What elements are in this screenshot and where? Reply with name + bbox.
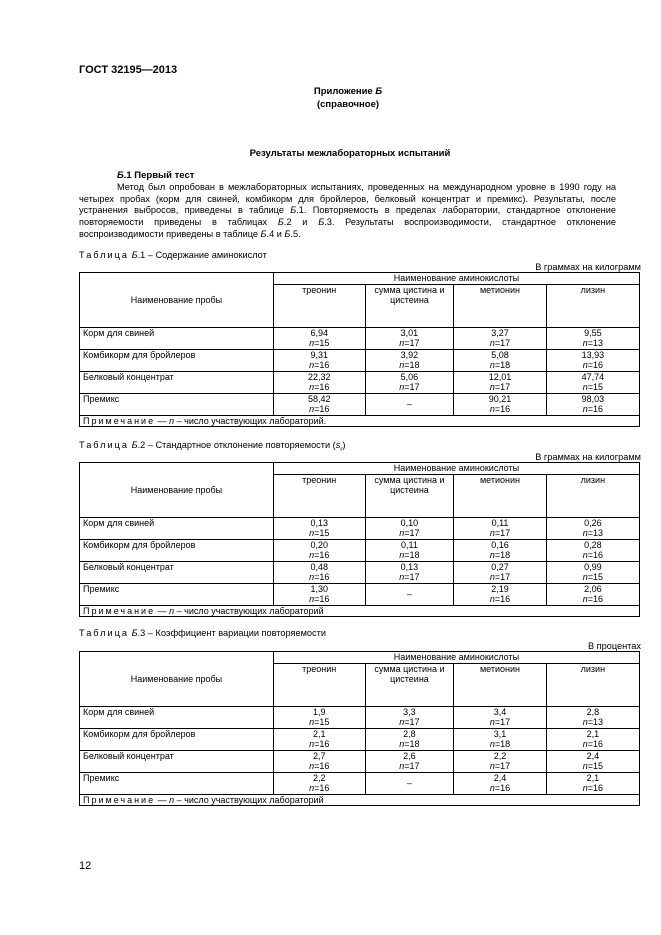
table-2 (79, 462, 640, 617)
table-2-caption (79, 440, 345, 453)
cell-value: 9,55 (584, 327, 602, 338)
table-cell (454, 393, 546, 415)
table-cell (454, 349, 546, 371)
cell-value: 1,30 (310, 583, 328, 594)
cell-lab-count: n=16 (309, 783, 330, 793)
table-cell (273, 728, 365, 750)
table-cell (454, 728, 546, 750)
subsection-title: Б.1 Первый тест (117, 170, 195, 181)
column-header-name: Наименование пробы (80, 652, 274, 707)
column-header-c3: метионин (454, 284, 546, 327)
cell-lab-count: n=16 (309, 739, 330, 749)
table-cell (546, 327, 639, 349)
column-header-name: Наименование пробы (80, 273, 274, 328)
column-header-c2: сумма цистина и цистеина (365, 474, 454, 517)
table-row (80, 371, 640, 393)
note-text: — n – число участвующих лабораторий. (155, 415, 327, 426)
table-cell (273, 706, 365, 728)
row-label: Белковый концентрат (80, 750, 274, 772)
cell-lab-count: n=15 (309, 338, 330, 348)
table-cell (365, 583, 454, 605)
cell-value: 1,9 (312, 706, 326, 717)
cell-lab-count: n=17 (489, 382, 511, 392)
cell-lab-count: n=15 (582, 761, 603, 771)
column-header-c1: треонин (273, 284, 365, 327)
table-cell (546, 371, 639, 393)
intro-paragraph: Метод был опробован в межлабораторных испытаниях, проведенных на международном уровне в 1990 году на четырех пробах (корм для свиней, комбикорм для бройлеров, белковый концентрат и премикс). Результаты, после устранения выбросов, приведены в таблице Б.1. Повторяемость в пределах лаборатории, стандартное отклонение повторяемости приведены в таблицах Б.2 и Б.3. Результаты воспроизводимости, стандартное отклонение воспроизводимости приведены в таблице Б.4 и Б.5. (79, 182, 616, 239)
row-label: Белковый концентрат (80, 561, 274, 583)
column-header-name: Наименование пробы (80, 463, 274, 518)
cell-lab-count: n=16 (582, 550, 603, 560)
cell-lab-count: n=17 (399, 338, 420, 348)
cell-value: 0,99 (584, 561, 602, 572)
header-row (80, 652, 640, 664)
cell-lab-count: n=16 (582, 404, 603, 414)
cell-lab-count: n=13 (582, 528, 603, 538)
cell-lab-count: n=16 (489, 783, 511, 793)
cell-value: 6,94 (310, 327, 328, 338)
section-title: Результаты межлабораторных испытаний (249, 148, 451, 159)
table-cell (365, 517, 454, 539)
row-label: Премикс (80, 772, 274, 794)
table-row (80, 561, 640, 583)
table-1-caption-word: Таблица (79, 250, 130, 260)
cell-lab-count: n=16 (582, 594, 603, 604)
cell-value: 3,01 (400, 327, 419, 338)
cell-lab-count: n=17 (399, 528, 420, 538)
appendix-title: Приложение Б (313, 86, 383, 97)
note-text: — n – число участвующих лабораторий (155, 605, 324, 616)
cell-lab-count: n=13 (582, 717, 603, 727)
row-label: Комбикорм для бройлеров (80, 349, 274, 371)
table-cell (454, 561, 546, 583)
cell-lab-count: n=17 (489, 572, 511, 582)
cell-value: 47,74 (581, 371, 605, 382)
cell-lab-count: n=17 (489, 528, 511, 538)
note-word: Примечание (83, 605, 156, 616)
note-word: Примечание (83, 794, 156, 805)
note-row (80, 415, 640, 427)
column-group-header: Наименование аминокислоты (273, 463, 639, 475)
table-note (80, 794, 640, 806)
cell-lab-count: n=15 (309, 717, 330, 727)
cell-value: 0,27 (491, 561, 509, 572)
cell-value: 2,8 (403, 728, 416, 739)
cell-lab-count: n=16 (309, 761, 330, 771)
row-label: Корм для свиней (80, 517, 274, 539)
table-row (80, 706, 640, 728)
table-cell (546, 539, 639, 561)
cell-value: 2,7 (312, 750, 326, 761)
table-cell (546, 583, 639, 605)
row-label: Премикс (80, 393, 274, 415)
table-3-caption-number: Б.3 (131, 628, 146, 638)
table-cell (546, 772, 639, 794)
row-label: Корм для свиней (80, 706, 274, 728)
cell-value: – (406, 588, 412, 599)
cell-value: 2,6 (403, 750, 416, 761)
cell-value: 2,19 (491, 583, 509, 594)
cell-value: 0,26 (584, 517, 602, 528)
cell-value: 3,4 (493, 706, 507, 717)
table-cell (273, 349, 365, 371)
cell-value: 0,20 (310, 539, 328, 550)
row-label: Комбикорм для бройлеров (80, 539, 274, 561)
table-cell (454, 327, 546, 349)
cell-value: 2,4 (493, 772, 507, 783)
cell-lab-count: n=18 (489, 739, 511, 749)
table-2-caption-word: Таблица (79, 440, 130, 450)
cell-lab-count: n=18 (399, 739, 420, 749)
cell-value: 2,8 (586, 706, 600, 717)
table-row (80, 772, 640, 794)
cell-value: 0,11 (401, 539, 418, 550)
cell-lab-count: n=16 (309, 550, 330, 560)
cell-lab-count: n=16 (489, 594, 511, 604)
table-3-unit: В процентах (587, 641, 641, 651)
table-cell (546, 349, 639, 371)
cell-value: 0,16 (491, 539, 509, 550)
table-cell (365, 539, 454, 561)
cell-value: 9,31 (310, 349, 328, 360)
table-3-caption (79, 628, 326, 638)
cell-value: 0,13 (310, 517, 328, 528)
table-2-caption-number: Б.2 (131, 440, 146, 450)
table-note (80, 605, 640, 617)
header-row (80, 463, 640, 475)
cell-lab-count: n=17 (399, 717, 420, 727)
cell-value: 3,27 (491, 327, 509, 338)
cell-value: 58,42 (307, 393, 331, 404)
column-header-c2: сумма цистина и цистеина (365, 284, 454, 327)
cell-value: 2,1 (586, 772, 600, 783)
table-cell (273, 750, 365, 772)
appendix-subtitle: (справочное) (316, 99, 380, 110)
table-cell (273, 327, 365, 349)
cell-lab-count: n=18 (399, 550, 420, 560)
table-row (80, 728, 640, 750)
row-label: Премикс (80, 583, 274, 605)
table-note (80, 415, 640, 427)
cell-value: 98,03 (581, 393, 605, 404)
table-cell (365, 772, 454, 794)
table-cell (454, 371, 546, 393)
table-cell (454, 750, 546, 772)
cell-value: 3,1 (493, 728, 507, 739)
table-cell (546, 393, 639, 415)
cell-lab-count: n=18 (399, 360, 420, 370)
table-cell (546, 706, 639, 728)
table-cell (365, 393, 454, 415)
note-row (80, 605, 640, 617)
cell-lab-count: n=17 (489, 717, 511, 727)
column-header-c3: метионин (454, 474, 546, 517)
document-id: ГОСТ 32195—2013 (79, 64, 178, 76)
table-3-caption-word: Таблица (79, 628, 130, 638)
cell-value: 2,1 (586, 728, 600, 739)
column-group-header: Наименование аминокислоты (273, 652, 639, 664)
table-1-caption-text: – Содержание аминокислот (145, 250, 267, 260)
note-text: — n – число участвующих лабораторий (155, 794, 324, 805)
cell-value: 13,93 (581, 349, 605, 360)
column-header-c4: лизин (546, 663, 639, 706)
table-cell (273, 371, 365, 393)
table-row (80, 750, 640, 772)
table-row (80, 393, 640, 415)
table-cell (365, 327, 454, 349)
cell-lab-count: n=16 (309, 382, 330, 392)
table-cell (454, 517, 546, 539)
table-cell (273, 393, 365, 415)
cell-lab-count: n=16 (309, 594, 330, 604)
header-row (80, 273, 640, 285)
table-row (80, 349, 640, 371)
row-label: Корм для свиней (80, 327, 274, 349)
page-number: 12 (79, 860, 92, 872)
table-1-caption-number: Б.1 (131, 250, 146, 260)
table-row (80, 539, 640, 561)
column-header-c1: треонин (273, 663, 365, 706)
column-header-c3: метионин (454, 663, 546, 706)
table-2-unit: В граммах на килограмм (535, 452, 641, 462)
table-row (80, 583, 640, 605)
cell-value: 0,11 (491, 517, 509, 528)
cell-lab-count: n=16 (582, 739, 603, 749)
table-2-caption-text: – Стандартное отклонение повторяемости $(s_r)$ (145, 440, 346, 453)
cell-lab-count: n=18 (489, 550, 511, 560)
table-cell (273, 583, 365, 605)
table-cell (365, 728, 454, 750)
table-cell (546, 728, 639, 750)
note-row (80, 794, 640, 806)
cell-lab-count: n=15 (309, 528, 330, 538)
note-word: Примечание (83, 415, 156, 426)
table-cell (454, 772, 546, 794)
cell-lab-count: n=17 (399, 382, 420, 392)
cell-value: 0,10 (400, 517, 419, 528)
table-cell (273, 539, 365, 561)
table-row (80, 517, 640, 539)
table-1-unit: В граммах на килограмм (535, 262, 641, 272)
table-3-caption-text: – Коэффициент вариации повторяемости (145, 628, 326, 638)
cell-value: 0,13 (400, 561, 419, 572)
cell-lab-count: n=17 (399, 572, 420, 582)
column-header-c2: сумма цистина и цистеина (365, 663, 454, 706)
column-header-c1: треонин (273, 474, 365, 517)
table-cell (365, 561, 454, 583)
table-cell (365, 750, 454, 772)
table-cell (454, 539, 546, 561)
cell-lab-count: n=16 (309, 360, 330, 370)
table-cell (454, 583, 546, 605)
cell-lab-count: n=16 (309, 572, 330, 582)
cell-value: – (406, 777, 412, 788)
cell-value: 5,08 (491, 349, 509, 360)
table-cell (546, 750, 639, 772)
cell-value: 2,4 (586, 750, 600, 761)
cell-lab-count: n=16 (582, 360, 603, 370)
cell-lab-count: n=17 (489, 761, 511, 771)
cell-lab-count: n=13 (582, 338, 603, 348)
table-3 (79, 651, 640, 806)
table-cell (273, 561, 365, 583)
cell-lab-count: n=18 (489, 360, 511, 370)
cell-value: 0,28 (584, 539, 602, 550)
cell-value: 0,48 (310, 561, 328, 572)
cell-lab-count: n=17 (399, 761, 420, 771)
table-1 (79, 272, 640, 427)
cell-lab-count: n=16 (489, 404, 511, 414)
column-group-header: Наименование аминокислоты (273, 273, 639, 285)
table-1-caption (79, 250, 267, 260)
cell-value: 2,2 (312, 772, 326, 783)
cell-value: 2,1 (312, 728, 326, 739)
column-header-c4: лизин (546, 284, 639, 327)
row-label: Белковый концентрат (80, 371, 274, 393)
row-label: Комбикорм для бройлеров (80, 728, 274, 750)
table-cell (454, 706, 546, 728)
table-cell (365, 371, 454, 393)
table-cell (546, 517, 639, 539)
cell-value: 22,32 (307, 371, 331, 382)
cell-value: 3,92 (400, 349, 419, 360)
table-cell (365, 349, 454, 371)
cell-value: 90,21 (488, 393, 512, 404)
table-cell (273, 517, 365, 539)
column-header-c4: лизин (546, 474, 639, 517)
table-cell (365, 706, 454, 728)
cell-value: – (406, 398, 412, 409)
cell-value: 2,06 (584, 583, 602, 594)
cell-lab-count: n=16 (309, 404, 330, 414)
table-cell (546, 561, 639, 583)
table-row (80, 327, 640, 349)
cell-lab-count: n=17 (489, 338, 511, 348)
cell-value: 12,01 (488, 371, 512, 382)
cell-lab-count: n=16 (582, 783, 603, 793)
cell-lab-count: n=15 (582, 382, 603, 392)
cell-value: 5,06 (400, 371, 419, 382)
cell-lab-count: n=15 (582, 572, 603, 582)
table-cell (273, 772, 365, 794)
cell-value: 2,2 (493, 750, 507, 761)
cell-value: 3,3 (403, 706, 416, 717)
